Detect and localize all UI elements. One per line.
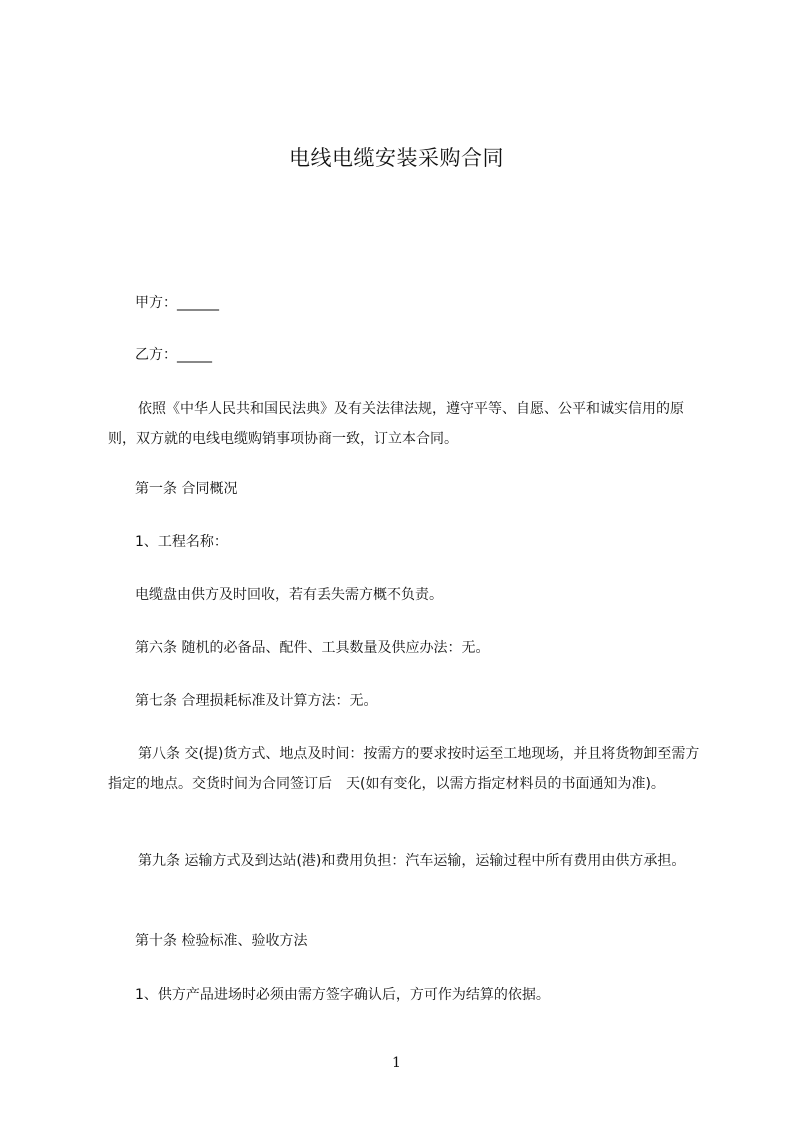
document-title: 电线电缆安装采购合同 <box>289 146 504 170</box>
article-1-heading: 第一条 合同概况 <box>135 481 238 497</box>
article-10-item-1: 1、供方产品进场时必须由需方签字确认后，方可作为结算的依据。 <box>135 987 550 1003</box>
party-a-line: 甲方：______ <box>135 295 219 311</box>
article-10-heading: 第十条 检验标准、验收方法 <box>135 933 308 949</box>
article-7-paragraph: 第七条 合理损耗标准及计算方法：无。 <box>135 693 378 709</box>
page-number: 1 <box>392 1055 401 1071</box>
article-8-paragraph: 第八条 交(提)货方式、地点及时间：按需方的要求按时运至工地现场，并且将货物卸至需方指定的地点。交货时间为合同签订后 天(如有变化，以需方指定材料员的书面通知为准)。 <box>108 746 700 792</box>
party-b-line: 乙方：_____ <box>135 347 212 363</box>
cable-reel-paragraph: 电缆盘由供方及时回收，若有丢失需方概不负责。 <box>135 587 443 603</box>
preamble-paragraph: 依照《中华人民共和国民法典》及有关法律法规，遵守平等、自愿、公平和诚实信用的原则，双方就的电线电缆购销事项协商一致，订立本合同。 <box>108 401 684 447</box>
article-6-paragraph: 第六条 随机的必备品、配件、工具数量及供应办法：无。 <box>135 640 490 656</box>
article-9-paragraph: 第九条 运输方式及到达站(港)和费用负担：汽车运输，运输过程中所有费用由供方承担。 <box>138 853 686 869</box>
project-name-line: 1、工程名称： <box>135 534 228 550</box>
